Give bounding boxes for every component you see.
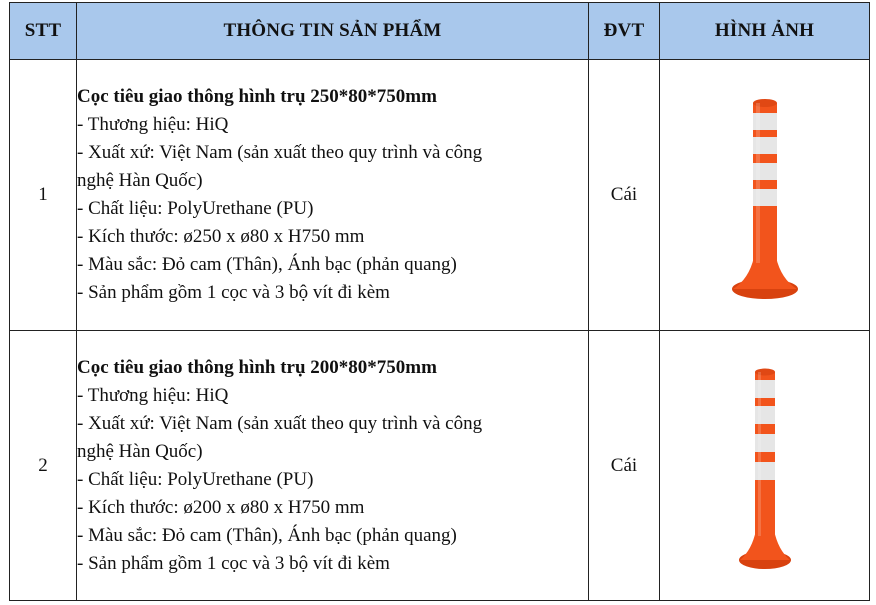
header-product-info: THÔNG TIN SẢN PHẨM	[77, 3, 589, 60]
spec-line: - Thương hiệu: HiQ	[77, 384, 229, 406]
row-number: 1	[10, 60, 77, 331]
spec-line: - Sản phẩm gồm 1 cọc và 3 bộ vít đi kèm	[77, 282, 390, 303]
spec-line: - Chất liệu: PolyUrethane (PU)	[77, 198, 314, 219]
product-info-cell	[77, 60, 589, 331]
traffic-bollard-icon	[730, 360, 800, 572]
spec-line: - Xuất xứ: Việt Nam (sản xuất theo quy trình và công	[77, 412, 483, 434]
unit-cell: Cái	[589, 60, 660, 331]
unit-cell: Cái	[589, 331, 660, 601]
product-info-cell	[77, 331, 589, 601]
spec-line: - Xuất xứ: Việt Nam (sản xuất theo quy trình và công	[77, 142, 483, 163]
product-spec-table	[9, 2, 870, 601]
product-image-cell	[660, 60, 870, 331]
table-row	[10, 331, 870, 601]
table-header-row	[10, 3, 870, 60]
spec-line: - Kích thước: ø200 x ø80 x H750 mm	[77, 496, 365, 518]
spec-line: nghệ Hàn Quốc)	[77, 170, 203, 191]
spec-line: - Màu sắc: Đỏ cam (Thân), Ánh bạc (phản quang)	[77, 524, 457, 546]
product-title: Cọc tiêu giao thông hình trụ 250*80*750mm	[77, 86, 437, 107]
product-image-cell	[660, 331, 870, 601]
spec-line: - Chất liệu: PolyUrethane (PU)	[77, 468, 314, 490]
spec-line: - Kích thước: ø250 x ø80 x H750 mm	[77, 226, 365, 247]
table-row	[10, 60, 870, 331]
spec-line: - Thương hiệu: HiQ	[77, 114, 229, 135]
row-number: 2	[10, 331, 77, 601]
header-stt: STT	[10, 3, 77, 60]
spec-line: nghệ Hàn Quốc)	[77, 440, 203, 462]
traffic-bollard-icon	[725, 89, 805, 301]
header-unit: ĐVT	[589, 3, 660, 60]
spec-line: - Sản phẩm gồm 1 cọc và 3 bộ vít đi kèm	[77, 552, 390, 574]
header-image: HÌNH ẢNH	[660, 3, 870, 60]
spec-line: - Màu sắc: Đỏ cam (Thân), Ánh bạc (phản quang)	[77, 254, 457, 275]
product-title: Cọc tiêu giao thông hình trụ 200*80*750mm	[77, 356, 437, 378]
